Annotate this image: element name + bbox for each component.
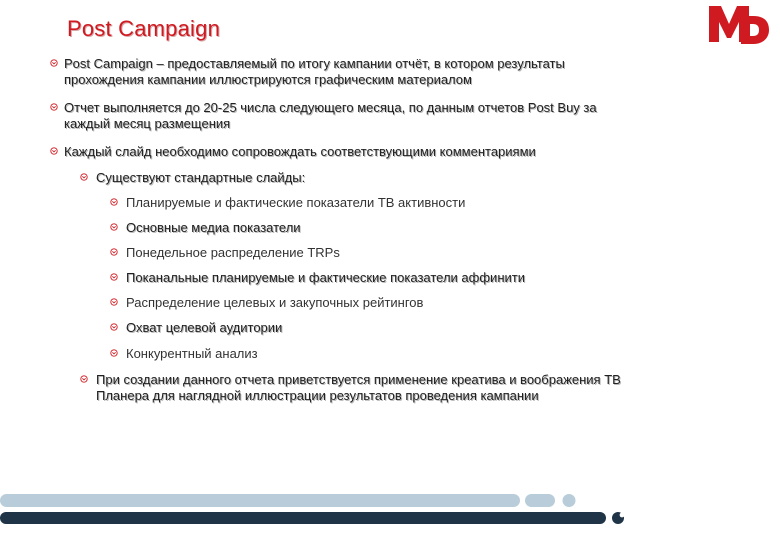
bullet-text: Поканальные планируемые и фактические показатели аффинити (126, 270, 525, 285)
md-logo-icon (707, 2, 771, 46)
bullet-text: Post Campaign – предоставляемый по итогу кампании отчёт, в котором результаты прохождения кампании иллюстрируются графическим материалом (64, 56, 565, 87)
footer-decoration (0, 486, 780, 530)
bullet-text: Основные медиа показатели (126, 220, 301, 235)
bullet-item (48, 245, 340, 261)
bullet-item (48, 144, 536, 160)
bullet-text: Охват целевой аудитории (126, 320, 283, 335)
bullet-text: Понедельное распределение TRPs (126, 245, 340, 260)
bullet-marker-icon (110, 248, 118, 256)
bullet-marker-icon (50, 147, 58, 155)
bullet-marker-icon (80, 375, 88, 383)
bullet-item (48, 56, 565, 88)
bullet-item (48, 195, 465, 211)
bullet-marker-icon (110, 223, 118, 231)
bullet-text: Существуют стандартные слайды: (96, 170, 306, 185)
bullet-marker-icon (110, 273, 118, 281)
bullet-item (48, 220, 301, 236)
bullet-item (48, 100, 597, 132)
bullet-marker-icon (80, 173, 88, 181)
bullet-marker-icon (50, 59, 58, 67)
bullet-item (48, 295, 423, 311)
bullet-marker-icon (110, 323, 118, 331)
bullet-text: Отчет выполняется до 20-25 числа следующего месяца, по данным отчетов Post Buy за каждый месяц размещения (64, 100, 597, 131)
bullet-marker-icon (110, 349, 118, 357)
bullet-item (48, 170, 305, 186)
bullet-marker-icon (110, 198, 118, 206)
bullet-text: Распределение целевых и закупочных рейтингов (126, 295, 424, 310)
bullet-item (48, 372, 621, 404)
bullet-marker-icon (110, 298, 118, 306)
bullet-item (48, 346, 258, 362)
slide-title: Post Campaign (67, 16, 221, 41)
bullet-text: При создании данного отчета приветствуется применение креатива и воображения ТВ Планера для наглядной иллюстрации результатов проведения кампании (96, 372, 621, 403)
bullet-marker-icon (50, 103, 58, 111)
bullet-text: Планируемые и фактические показатели ТВ активности (126, 195, 466, 210)
bullet-item (48, 270, 525, 286)
bullet-item (48, 320, 282, 336)
bullet-text: Каждый слайд необходимо сопровождать соответствующими комментариями (64, 144, 536, 159)
bullet-text: Конкурентный анализ (126, 346, 258, 361)
